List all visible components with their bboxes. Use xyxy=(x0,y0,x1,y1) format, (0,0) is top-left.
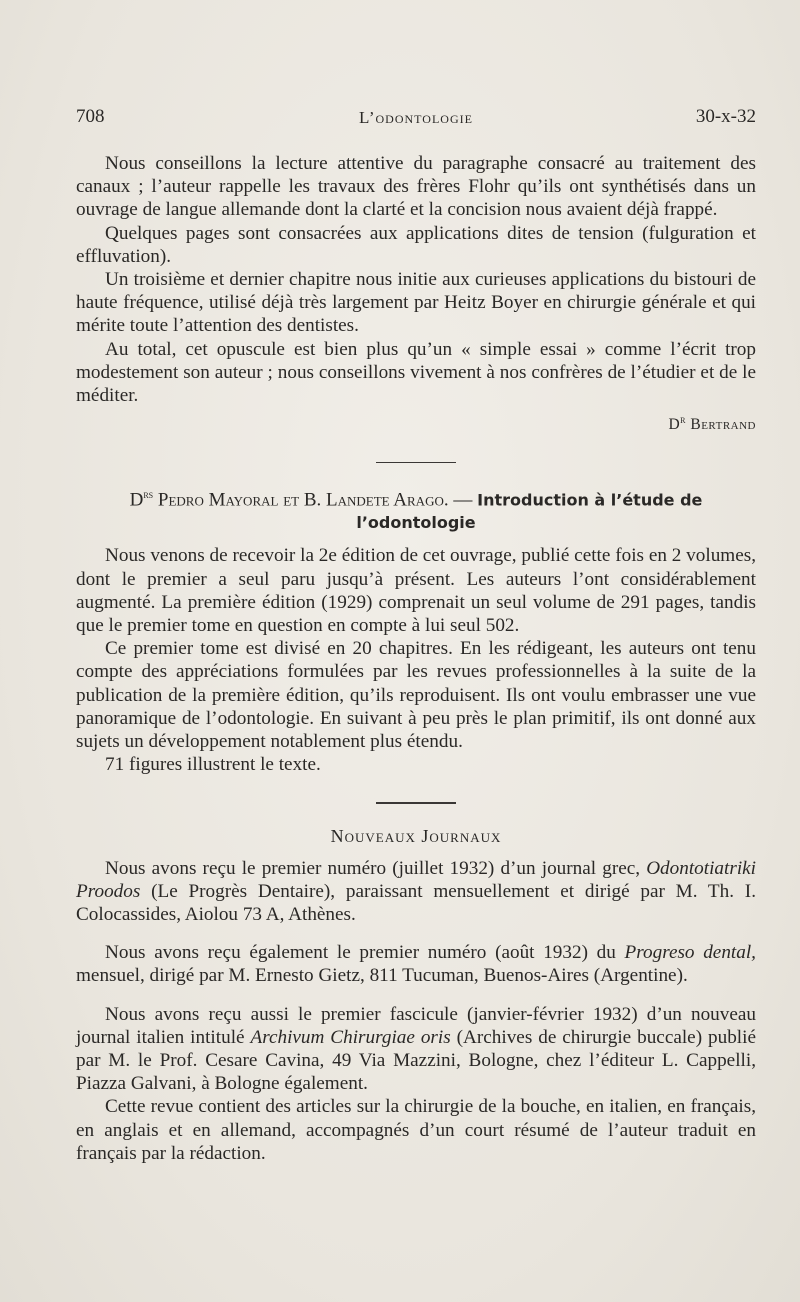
paragraph: Un troisième et dernier chapitre nous initie aux curieuses applications du bistouri de haute fréquence, utilisé déjà très largement par Heitz Boyer en chirurgie générale et qui mérite toute l’attention des dentistes. xyxy=(76,269,756,337)
running-title: L’odontologie xyxy=(359,108,473,127)
journal-title: Archivum Chirurgiae oris xyxy=(250,1026,451,1048)
paragraph: Nous avons reçu également le premier numéro (août 1932) du Progreso dental, mensuel, dirigé par M. Ernesto Gietz, 811 Tucuman, Buenos-Aires (Argentine). xyxy=(76,942,756,987)
heading-dash: — xyxy=(448,489,478,511)
page-body xyxy=(76,152,756,1165)
journal-title: Progreso dental, xyxy=(624,942,756,964)
paragraph: Nous avons reçu aussi le premier fascicule (janvier-février 1932) d’un nouveau journal italien intitulé Archivum Chirurgiae oris (Archives de chirurgie buccale) publié par M. le Prof. Cesare Cavina, 49 Via Mazzini, Bologne, chez l’éditeur L. Cappelli, Piazza Galvani, à Bologne également. xyxy=(76,1003,756,1095)
page-number: 708 xyxy=(76,106,105,127)
paragraph: Au total, cet opuscule est bien plus qu’un « simple essai » comme l’écrit trop modestement son auteur ; nous conseillons vivement à nos confrères de l’étudier et de le méditer. xyxy=(76,338,756,407)
journal-title: Odontotiatriki Proodos xyxy=(76,857,756,902)
signature-name: Bertrand xyxy=(690,416,756,434)
paragraph: Nous venons de recevoir la 2e édition de cet ouvrage, publié cette fois en 2 volumes, dont le premier a seul paru jusqu’à présent. Les auteurs l’ont considérablement augmenté. La première édition (1929) comprenait un seul volume de 291 pages, tandis que le premier tome en question en compte à lui seul 502. xyxy=(76,545,756,637)
paragraph: Nous conseillons la lecture attentive du paragraphe consacré au traitement des canaux ; l’auteur rappelle les travaux des frères Flohr qu’ils ont synthétisés dans un ouvrage de langue allemande dont la clarté et la concision nous avaient déjà frappé. xyxy=(76,153,756,221)
author-sup: rs xyxy=(143,489,154,502)
paragraph: Nous avons reçu le premier numéro (juillet 1932) d’un journal grec, Odontotiatriki Proodos (Le Progrès Dentaire), paraissant mensuellement et dirigé par M. Th. I. Colocassides, Aiolou 73 A, Athènes. xyxy=(76,857,756,926)
paragraph: Ce premier tome est divisé en 20 chapitres. En les rédigeant, les auteurs ont tenu compte des appréciations formulées par les revues professionnelles à la suite de la publication de la première édition, qu’ils reproduisent. Ils ont voulu embrasser une vue panoramique de l’odontologie. En suivant à peu près le plan primitif, ils ont donné aux sujets un développement notablement plus étendu. xyxy=(76,638,756,753)
new-journals-section xyxy=(76,825,756,1165)
paragraph: 71 figures illustrent le texte. xyxy=(105,754,321,776)
review-authors: Pedro Mayoral et B. Landete Arago. xyxy=(157,489,449,511)
paragraph: Quelques pages sont consacrées aux applications dites de tension (fulguration et effluvation). xyxy=(76,222,756,267)
review-mayoral xyxy=(76,484,756,776)
divider-rule xyxy=(376,462,456,464)
signature-sup: r xyxy=(680,414,686,427)
review-continuation xyxy=(76,152,756,437)
author-prefix: D xyxy=(129,489,144,511)
section-title: Nouveaux Journaux xyxy=(330,826,502,847)
running-header xyxy=(76,106,756,136)
signature xyxy=(76,409,756,436)
issue-date: 30-x-32 xyxy=(695,106,756,127)
signature-prefix: D xyxy=(668,416,681,434)
divider-rule xyxy=(376,802,456,804)
paragraph: Cette revue contient des articles sur la chirurgie de la bouche, en italien, en français, en anglais et en allemand, accompagnés d’un court résumé de l’auteur traduit en français par la rédaction. xyxy=(76,1096,756,1164)
review-heading xyxy=(76,484,756,534)
review-title: Introduction à l’étude de l’odontologie xyxy=(356,490,703,533)
